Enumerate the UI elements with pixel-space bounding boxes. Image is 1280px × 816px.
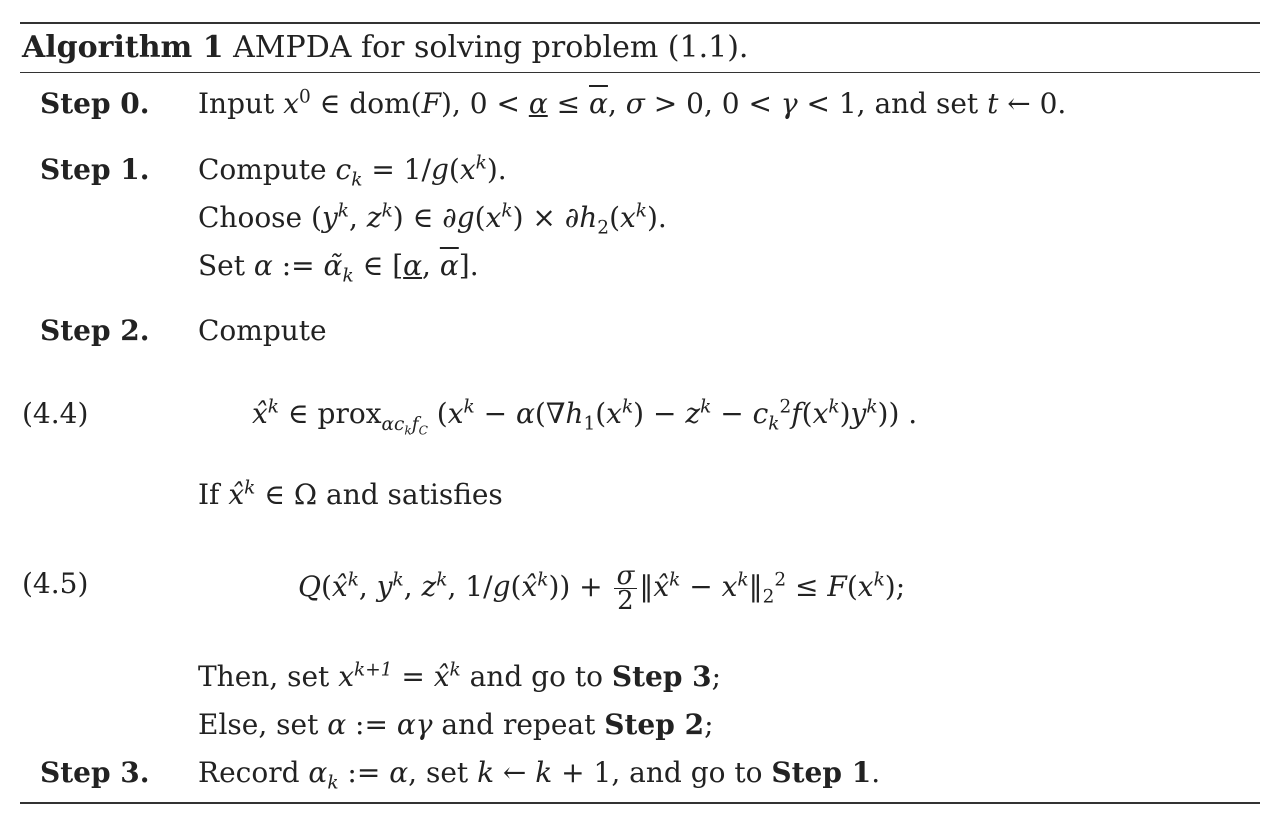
bottom-rule <box>20 802 1260 804</box>
equation-number-4-4: (4.4) <box>22 397 89 430</box>
step-3-reference: Step 3 <box>611 660 712 693</box>
step-0-text: Input $x^0$ ∈ dom(F), $0 < \alpha \le \overline{\alpha}$, σ > 0, 0 < γ < 1, and set t ← 0. <box>198 86 1067 120</box>
step-1-reference: Step 1 <box>771 756 872 789</box>
equation-number-4-5: (4.5) <box>22 567 89 600</box>
step-2-else-line: Else, set α := αγ and repeat Step 2; <box>198 708 714 741</box>
equation-4-4: x̂$^k$ ∈ prox$_{\alpha c_kf_C}$ $(x^k - \alpha(\nabla h_1(x^k) - z^k - c_k^2f(x^k)y^k))$ . <box>252 396 918 438</box>
algorithm-label: Algorithm 1 <box>22 30 224 65</box>
step-1-line-1: Compute $c_k = 1/g(x^k)$. <box>198 152 507 191</box>
top-rule <box>20 22 1260 24</box>
step-2-label: Step 2. <box>40 314 150 347</box>
step-2-compute: Compute <box>198 314 327 347</box>
step-2-reference: Step 2 <box>604 708 705 741</box>
algorithm-caption <box>22 28 748 68</box>
step-1-line-2: Choose ($y^k$, $z^k$) ∈ $\partial g(x^k) \times \partial h_2(x^k)$. <box>198 200 667 239</box>
equation-4-5: Q(x̂$^k$, $y^k$, $z^k$, 1/g(x̂$^k$)) + $\frac{\sigma}{2}$ ‖x̂$^k$ − $x^k‖_2^2 \le F(x^k)$; <box>298 561 906 616</box>
step-2-if-line: If x̂$^k$ ∈ Ω and satisfies <box>198 477 503 511</box>
step-2-then-line: Then, set $x^{k+1}$ = x̂$^k$ and go to Step 3; <box>198 659 722 693</box>
step-1-label: Step 1. <box>40 153 150 186</box>
step-3-label: Step 3. <box>40 756 150 789</box>
step-0-label: Step 0. <box>40 87 150 120</box>
step-3-text: Record $\alpha_k$ := α, set k ← k + 1, and go to Step 1. <box>198 756 881 794</box>
caption-rule <box>20 72 1260 73</box>
step-1-line-3: Set α := $\alphã_k$ ∈ [α, $\overline{\alpha}$]. <box>198 249 479 287</box>
algorithm-title: AMPDA for solving problem (1.1). <box>233 30 749 65</box>
